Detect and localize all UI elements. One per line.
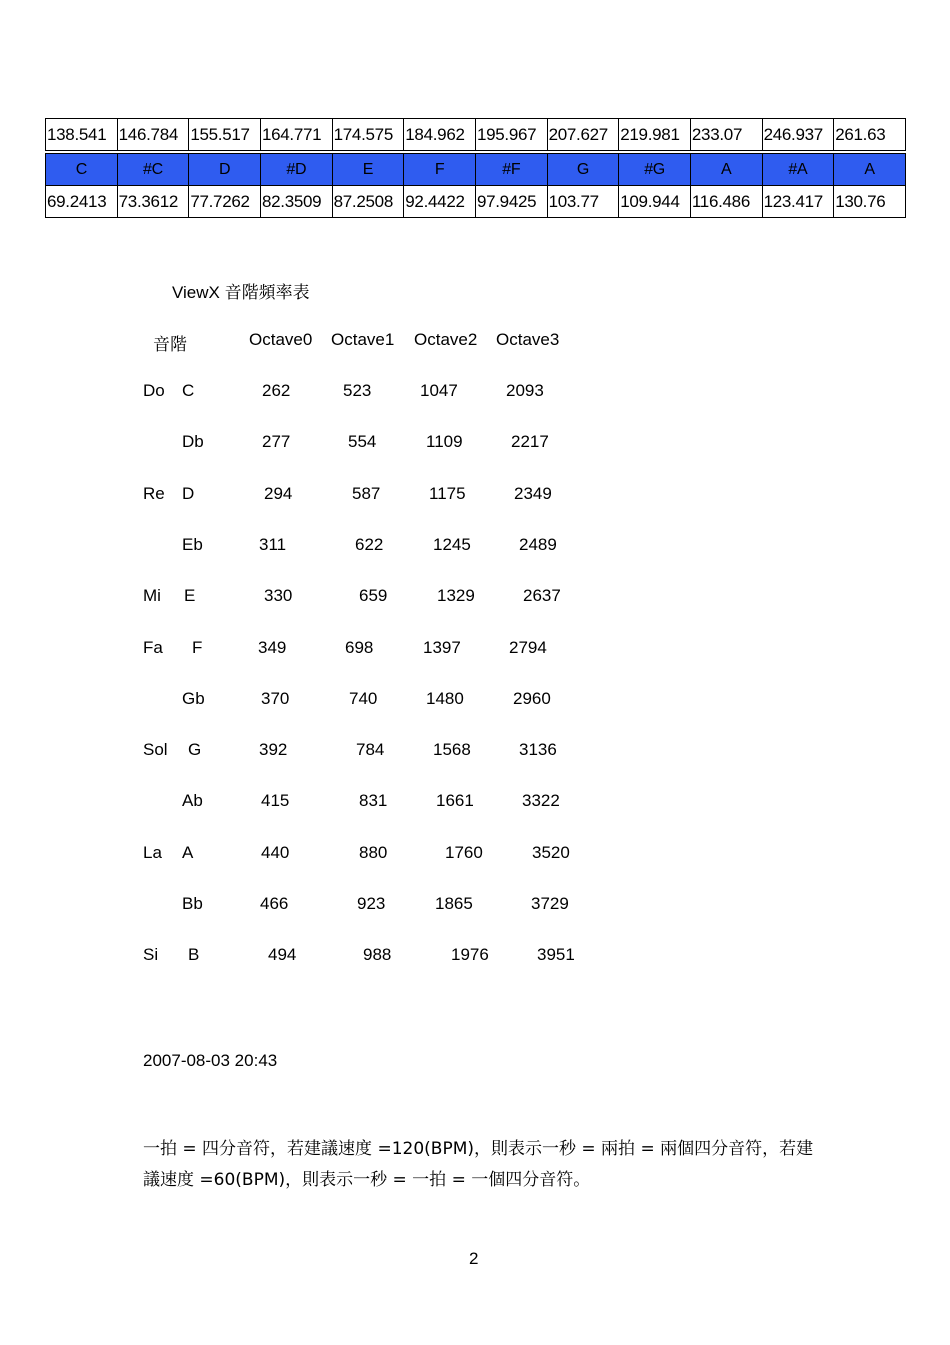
table-row bbox=[46, 119, 906, 151]
note-cell: #D bbox=[260, 154, 332, 186]
frequency-value: 3322 bbox=[522, 791, 560, 811]
frequency-value: 1047 bbox=[420, 381, 458, 400]
frequency-value: 622 bbox=[355, 534, 384, 554]
solfege-label: Sol bbox=[143, 740, 168, 760]
note-cell: A bbox=[690, 154, 762, 186]
note-name: A bbox=[182, 842, 194, 862]
frequency-value: 554 bbox=[348, 432, 377, 452]
table-cell: 246.937 bbox=[762, 119, 834, 151]
solfege-label: Re bbox=[143, 483, 165, 503]
note-name: Bb bbox=[182, 894, 203, 913]
note-name: D bbox=[182, 483, 195, 503]
frequency-value: 3729 bbox=[531, 894, 569, 913]
timestamp: 2007-08-03 20:43 bbox=[143, 1051, 278, 1070]
note-cell: #A bbox=[762, 154, 834, 186]
frequency-value: 415 bbox=[261, 791, 290, 811]
note-cell: #C bbox=[117, 154, 189, 186]
frequency-value: 1109 bbox=[426, 432, 463, 452]
frequency-value: 523 bbox=[343, 381, 372, 400]
note-cell: #F bbox=[475, 154, 547, 186]
frequency-value: 2217 bbox=[511, 432, 549, 452]
frequency-value: 494 bbox=[268, 945, 297, 965]
note-name: C bbox=[182, 381, 195, 400]
table-cell: 219.981 bbox=[619, 119, 691, 151]
frequency-value: 392 bbox=[259, 740, 288, 760]
solfege-label: La bbox=[143, 842, 162, 862]
note-name: F bbox=[192, 637, 203, 657]
frequency-value: 2960 bbox=[513, 688, 551, 708]
note-cell: F bbox=[404, 154, 476, 186]
header-octave3: Octave3 bbox=[496, 330, 560, 349]
table-cell: 174.575 bbox=[332, 119, 404, 151]
table-cell: 92.4422 bbox=[404, 186, 476, 218]
frequency-value: 1661 bbox=[436, 791, 474, 811]
frequency-value: 466 bbox=[260, 894, 289, 913]
table-cell: 82.3509 bbox=[260, 186, 332, 218]
page-number: 2 bbox=[469, 1249, 479, 1268]
frequency-value: 277 bbox=[262, 432, 291, 452]
frequency-value: 1329 bbox=[437, 586, 475, 606]
table-cell: 261.63 bbox=[834, 119, 906, 151]
frequency-value: 2794 bbox=[509, 637, 547, 657]
table-cell: 146.784 bbox=[117, 119, 189, 151]
note-cell: D bbox=[189, 154, 261, 186]
frequency-value: 370 bbox=[261, 688, 290, 708]
table-cell: 109.944 bbox=[619, 186, 691, 218]
frequency-value: 2489 bbox=[519, 534, 557, 554]
note-cell: G bbox=[547, 154, 619, 186]
frequency-value: 311 bbox=[259, 534, 287, 554]
table-cell: 97.9425 bbox=[475, 186, 547, 218]
note-cell: C bbox=[46, 154, 118, 186]
scale-title: ViewX 音階頻率表 bbox=[172, 283, 310, 302]
header-octave0: Octave0 bbox=[249, 330, 313, 349]
note-header-row bbox=[46, 154, 906, 186]
table-cell: 77.7262 bbox=[189, 186, 261, 218]
frequency-value: 880 bbox=[359, 842, 388, 862]
header-octave2: Octave2 bbox=[414, 330, 478, 349]
frequency-value: 1175 bbox=[429, 483, 466, 503]
frequency-value: 330 bbox=[264, 586, 293, 606]
table-cell: 103.77 bbox=[547, 186, 619, 218]
tempo-paragraph: 一拍 = 四分音符，若建議速度 =120(BPM)，則表示一秒 = 兩拍 = 兩個四分音符，若建議速度 =60(BPM)，則表示一秒 = 一拍 = 一個四分音符。 bbox=[143, 1139, 814, 1190]
table-cell: 138.541 bbox=[46, 119, 118, 151]
note-name: Ab bbox=[182, 791, 203, 811]
frequency-value: 3520 bbox=[532, 842, 570, 862]
table-cell: 69.2413 bbox=[46, 186, 118, 218]
note-name: Gb bbox=[182, 688, 205, 708]
frequency-value: 3951 bbox=[537, 945, 575, 965]
note-name: Db bbox=[182, 432, 204, 452]
frequency-value: 1397 bbox=[423, 637, 461, 657]
solfege-label: Mi bbox=[143, 586, 161, 606]
frequency-value: 784 bbox=[356, 740, 385, 760]
frequency-value: 1568 bbox=[433, 740, 471, 760]
frequency-value: 1480 bbox=[426, 688, 464, 708]
frequency-value: 1865 bbox=[435, 894, 473, 913]
frequency-value: 1245 bbox=[433, 534, 471, 554]
note-name: G bbox=[188, 740, 202, 760]
frequency-value: 988 bbox=[363, 945, 392, 965]
frequency-value: 2093 bbox=[506, 381, 544, 400]
frequency-table bbox=[45, 118, 906, 218]
table-cell: 130.76 bbox=[834, 186, 906, 218]
frequency-value: 2349 bbox=[514, 483, 552, 503]
header-scale: 音階 bbox=[153, 335, 187, 354]
frequency-value: 1760 bbox=[445, 842, 483, 862]
frequency-value: 294 bbox=[264, 483, 293, 503]
frequency-value: 349 bbox=[258, 637, 287, 657]
note-name: B bbox=[188, 945, 200, 965]
solfege-label: Fa bbox=[143, 637, 163, 657]
header-octave1: Octave1 bbox=[331, 330, 395, 349]
frequency-value: 3136 bbox=[519, 740, 557, 760]
frequency-value: 698 bbox=[345, 637, 374, 657]
table-cell: 155.517 bbox=[189, 119, 261, 151]
frequency-value: 659 bbox=[359, 586, 388, 606]
table-cell: 87.2508 bbox=[332, 186, 404, 218]
frequency-value: 1976 bbox=[451, 945, 489, 965]
note-cell: #G bbox=[619, 154, 691, 186]
table-cell: 123.417 bbox=[762, 186, 834, 218]
table-cell: 116.486 bbox=[690, 186, 762, 218]
frequency-value: 923 bbox=[357, 894, 386, 913]
table-cell: 207.627 bbox=[547, 119, 619, 151]
frequency-value: 587 bbox=[352, 483, 381, 503]
table-cell: 195.967 bbox=[475, 119, 547, 151]
note-cell: E bbox=[332, 154, 404, 186]
solfege-label: Si bbox=[143, 945, 159, 965]
note-name: E bbox=[184, 586, 196, 606]
frequency-value: 440 bbox=[261, 842, 290, 862]
solfege-label: Do bbox=[143, 381, 165, 400]
table-cell: 164.771 bbox=[260, 119, 332, 151]
frequency-value: 831 bbox=[359, 791, 388, 811]
frequency-value: 262 bbox=[262, 381, 291, 400]
table-cell: 184.962 bbox=[404, 119, 476, 151]
note-name: Eb bbox=[182, 534, 203, 554]
frequency-value: 740 bbox=[349, 688, 378, 708]
table-cell: 233.07 bbox=[690, 119, 762, 151]
note-cell: A bbox=[834, 154, 906, 186]
table-cell: 73.3612 bbox=[117, 186, 189, 218]
frequency-value: 2637 bbox=[523, 586, 561, 606]
table-row bbox=[46, 186, 906, 218]
